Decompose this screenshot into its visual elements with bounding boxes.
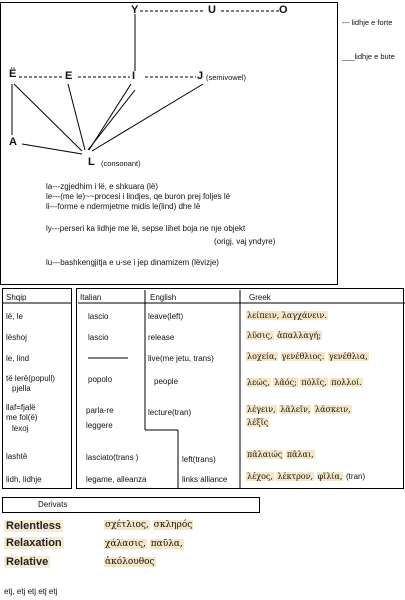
node-y: Y — [131, 4, 139, 16]
english-cell: release — [148, 333, 175, 342]
greek-cell: πᾶλαιώς πᾶλαι, — [247, 450, 314, 459]
note-ly: ly---perseri ka lidhje me lë, sepse lihet boja ne nje objekt — [46, 224, 246, 233]
note-lu: lu---bashkengjitja e u-se i jep dinamizem (lëvizje) — [46, 258, 219, 267]
italian-cell: lascio — [88, 333, 109, 342]
shqip-cell: llaf=fjalë — [6, 403, 36, 412]
header-italian: Italian — [80, 293, 102, 302]
node-o: O — [279, 4, 288, 16]
link-l-up — [88, 90, 135, 150]
derivat-word: Relaxation — [6, 537, 62, 549]
italian-cell: parla-re — [86, 406, 114, 415]
shqip-cell: lidh, lidhje — [6, 475, 42, 484]
derivat-word: Relentless — [6, 520, 62, 532]
italian-cell: lasciato(trans ) — [86, 453, 139, 462]
english-cell: people — [154, 377, 179, 386]
shqip-cell: të lerë(popull) — [6, 374, 55, 383]
derivats-box — [2, 497, 260, 513]
english-cell: lecture(tran) — [148, 408, 192, 417]
greek-cell: λῦσις, ἀπαλλαγή; — [247, 331, 321, 340]
english-cell: left(trans) — [182, 455, 216, 464]
italian-cell: leggere — [86, 421, 113, 430]
english-cell: leave(left) — [148, 312, 184, 321]
note-li: li---forme e ndermjetme midis le(lind) dhe lë — [46, 202, 201, 211]
header-greek: Greek — [249, 293, 271, 302]
legend-strong: --- lidhje e forte — [342, 18, 393, 27]
english-cell: links alliance — [182, 475, 228, 484]
shqip-cell: lëshoj — [6, 333, 27, 342]
greek-cell: λέξῖς — [247, 418, 269, 427]
shqip-cell: lashtë — [6, 452, 28, 461]
node-l: L — [88, 156, 95, 168]
note-ly-origin: (origj, vaj yndyre) — [214, 237, 276, 246]
node-e: E — [65, 70, 73, 82]
italian-cell: popolo — [88, 375, 113, 384]
italian-cell: legame, alleanza — [86, 475, 147, 484]
english-cell: live(me jetu, trans) — [148, 354, 214, 363]
shqip-cell: pjella — [12, 384, 31, 393]
shqip-cell: lë, le — [6, 312, 23, 321]
italian-cell: lascio — [88, 312, 109, 321]
node-u: U — [208, 4, 216, 16]
derivat-greek: ἀκόλουθος — [105, 557, 155, 567]
note-la: la---zgjedhim i lë, e shkuara (lë) — [46, 182, 159, 191]
greek-cell: λοχεία, γενέθλιος. γενέθλια, — [247, 352, 368, 361]
node-a: A — [9, 136, 17, 148]
greek-cell: λέχος, λέκτρον, φῖλία, (tran) — [247, 472, 366, 481]
shqip-cell: me fol(ë) — [6, 413, 38, 422]
legend-weak: ___lidhje e bute — [342, 52, 395, 61]
greek-cell: λεώς, λᾶός; πόλῖς, πολλοί. — [247, 378, 362, 387]
greek-cell: λείπειν, λαγχάνειν. — [247, 311, 327, 320]
header-shqip: Shqip — [6, 293, 27, 302]
node-j: J — [197, 70, 204, 82]
node-j-note: (semivowel) — [206, 73, 247, 82]
footer-text: etj, etj etj etj etj — [4, 587, 58, 596]
note-le: le---(me le)~~procesi i lindjes, qe buron prej foljes lë — [46, 192, 231, 201]
node-i: I — [132, 70, 136, 82]
link-j-l — [92, 84, 203, 151]
greek-cell: λέγειν, λᾶλεῖν, λάσκειν, — [247, 405, 351, 414]
shqip-cell: lexoj — [12, 424, 29, 433]
derivat-word: Relative — [6, 556, 49, 568]
node-l-note: (consonant) — [101, 159, 141, 168]
derivat-greek: σχέτλιος, σκληρός — [105, 520, 193, 530]
link-a-l — [22, 144, 82, 154]
derivat-greek: χάλασις, παῦλα, — [105, 539, 183, 549]
header-english: English — [150, 293, 177, 302]
link-e-umlaut-l — [14, 84, 82, 151]
node-e-umlaut: Ë — [9, 68, 17, 80]
shqip-cell: le, lind — [6, 354, 30, 363]
derivats-title: Derivats — [38, 500, 68, 509]
